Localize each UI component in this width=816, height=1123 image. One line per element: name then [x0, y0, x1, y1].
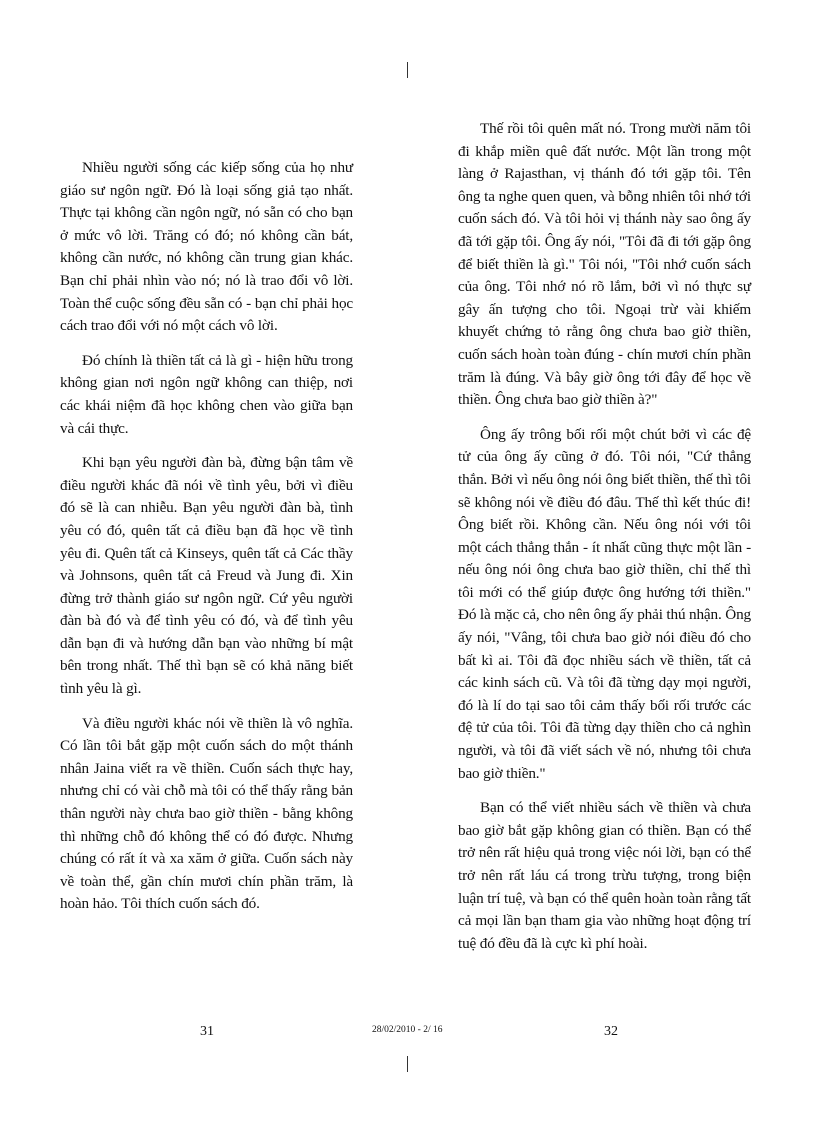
fold-mark-bottom — [407, 1056, 408, 1072]
left-page-number: 31 — [200, 1024, 214, 1039]
paragraph: Khi bạn yêu người đàn bà, đừng bận tâm về điều người khác đã nói về tình yêu, bởi vì điều đó sẽ là can nhiễu. Bạn yêu người đàn bà, tình yêu có đó, quên tất cả điều bạn đã học về tình yêu đi. Quên tất cả Kinseys, quên tất cả Các thầy và Johnsons, quên tất cả Freud và Jung đi. Xin đừng trở thành giáo sư ngôn ngữ. Cứ yêu người đàn bà đó và để tình yêu có đó, và để tình yêu dẫn bạn đi và hướng dẫn bạn vào những bí mật bên trong nhất. Thế thì bạn sẽ có khả năng biết tình yêu là gì. — [60, 454, 353, 698]
paragraph: Ông ấy trông bối rối một chút bởi vì các đệ tử của ông ấy cũng ở đó. Tôi nói, "Cứ thẳng thắn. Bởi vì nếu ông nói ông biết thiền, thế thì tôi sẽ không nói về điều đó đâu. Thế thì kết thúc đi! Ông biết rồi. Không cần. Nếu ông nói với tôi một cách thẳng thắn - ít nhất cũng thực một lần - nếu ông nói ông chưa bao giờ thiền, chỉ thế thì tôi mới có thể giúp được ông hướng tới thiền." Đó là mặc cả, cho nên ông ấy phải thú nhận. Ông ấy nói, "Vâng, tôi chưa bao giờ nói điều đó cho bất kì ai. Tôi đã đọc nhiều sách về thiền, tất cả các kinh sách cũ. Và tôi đã từng dạy mọi người, đó là lí do tại sao tôi cảm thấy bối rối trước các đệ tử của tôi. Tôi đã từng dạy thiền cho cả nghìn người, và tôi đã viết sách về nó, nhưng tôi chưa bao giờ thiền." — [458, 425, 751, 782]
right-page-number: 32 — [604, 1024, 618, 1039]
paragraph: Và điều người khác nói về thiền là vô nghĩa. Có lần tôi bắt gặp một cuốn sách do một thánh nhân Jaina viết ra về thiền. Cuốn sách thực hay, nhưng chỉ có vài chỗ mà tôi có thể thấy rằng bản thân người này chưa bao giờ thiền - bằng không thì những chỗ đó không thể có đó được. Nhưng chúng có rất ít và xa xăm ở giữa. Cuốn sách này về toàn thể, gần chín mươi chín phần trăm, là hoàn hảo. Tôi thích cuốn sách đó. — [60, 714, 353, 913]
paragraph: Nhiều người sống các kiếp sống của họ như giáo sư ngôn ngữ. Đó là loại sống giả tạo nhất. Thực tại không cần ngôn ngữ, nó sẵn có cho bạn ở mức vô lời. Trăng có đó; nó không cần bát, không cần nước, nó không cần trung gian khác. Bạn chỉ phải nhìn vào nó; nó là trao đổi vô lời. Toàn thể cuộc sống đều sẵn có - bạn chỉ phải học cách trao đổi với nó một cách vô lời. — [60, 159, 353, 335]
right-page-column — [458, 118, 751, 967]
left-page-column — [60, 157, 353, 928]
paragraph: Đó chính là thiền tất cả là gì - hiện hữu trong không gian nơi ngôn ngữ không can thiệp, nơi các khái niệm đã học không chen vào giữa bạn và cái thực. — [60, 351, 353, 437]
paragraph: Bạn có thể viết nhiều sách về thiền và chưa bao giờ bắt gặp không gian có thiền. Bạn có thể trở nên rất hiệu quả trong việc nói lời, bạn có thể trở nên rất láu cá trong trừu tượng, trong biện luận trí tuệ, và bạn có thể quên hoàn toàn rằng tất cả mọi lần bạn tham gia vào những hoạt động trí tuệ đó đều đã là cực kì phí hoài. — [458, 799, 751, 952]
paragraph: Thế rồi tôi quên mất nó. Trong mười năm tôi đi khắp miền quê đất nước. Một lần trong một làng ở Rajasthan, vị thánh đó tới gặp tôi. Tên ông ta nghe quen quen, và bỗng nhiên tôi nhớ tới cuốn sách đó. Và tôi hỏi vị thánh này sao ông ấy đã tới gặp tôi. Ông ấy nói, "Tôi đã đi tới gặp ông để biết thiền là gì." Tôi nói, "Tôi nhớ cuốn sách của ông. Tôi nhớ nó rõ lắm, bởi vì nó thực sự gây ấn tượng cho tôi. Ngoại trừ vài khiếm khuyết chứng tỏ rằng ông chưa bao giờ thiền, cuốn sách hoàn toàn đúng - chín mươi chín phần trăm là đúng. Và bây giờ ông tới đây để học về thiền. Ông chưa bao giờ thiền à?" — [458, 120, 751, 409]
print-stamp: 28/02/2010 - 2/ 16 — [372, 1025, 443, 1035]
fold-mark-top — [407, 62, 408, 78]
